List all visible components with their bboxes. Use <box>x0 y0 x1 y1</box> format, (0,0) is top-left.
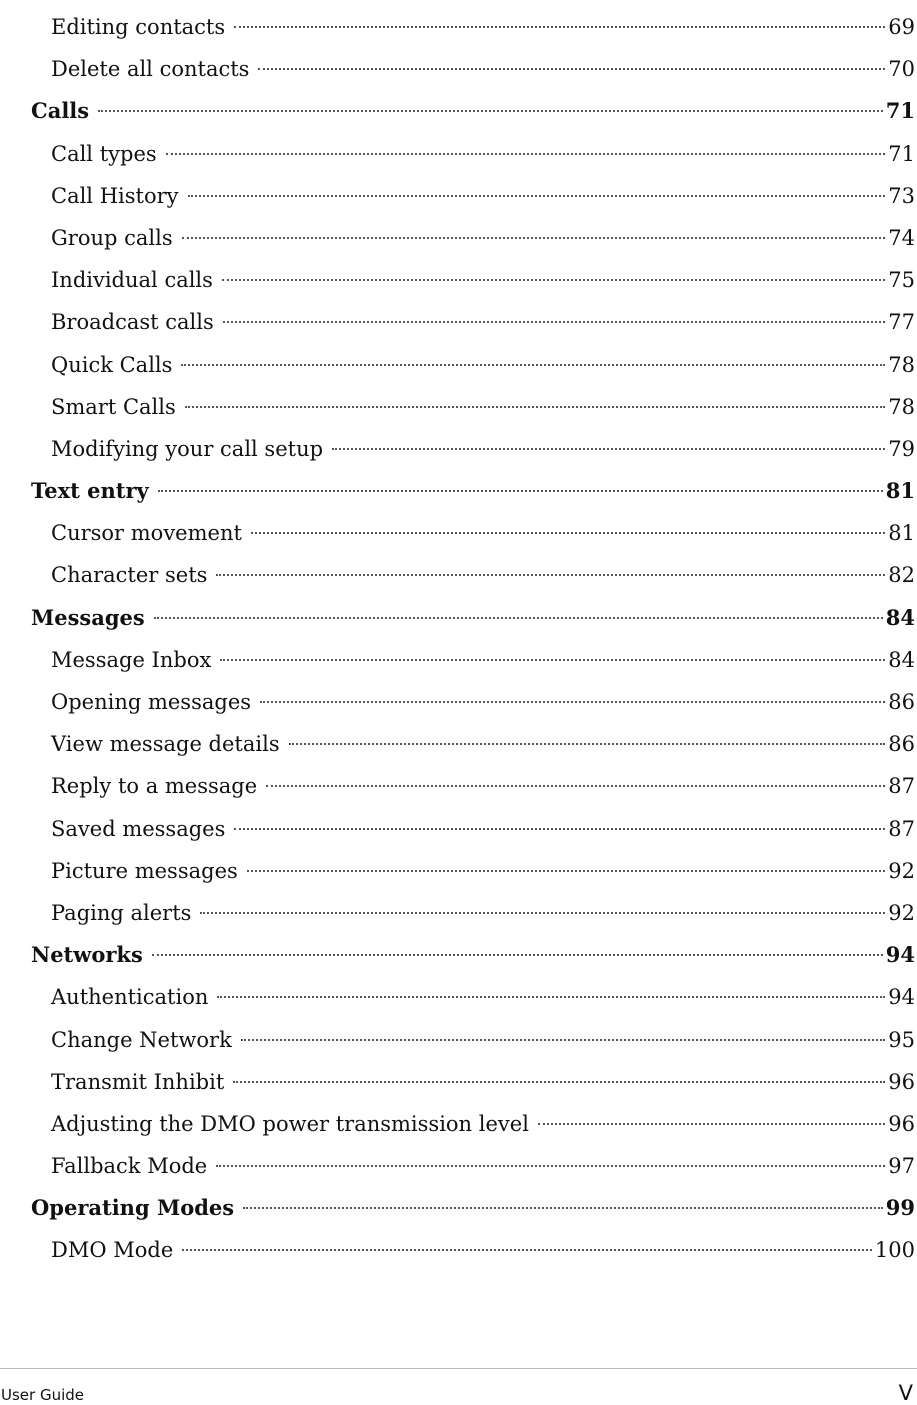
toc-dot-leader <box>182 1249 872 1251</box>
toc-entry-title: Calls <box>31 98 90 124</box>
footer-document-name: User Guide <box>1 1386 85 1404</box>
toc-dot-leader <box>222 279 885 281</box>
toc-entry-page-number: 96 <box>888 1069 915 1094</box>
toc-entry-title: Fallback Mode <box>51 1154 208 1179</box>
toc-section-entry[interactable] <box>0 217 917 259</box>
toc-dot-leader <box>332 448 885 450</box>
toc-entry-page-number: 97 <box>888 1154 915 1179</box>
toc-chapter-entry[interactable] <box>0 470 917 512</box>
toc-entry-title: Call History <box>51 183 179 208</box>
toc-entry-page-number: 74 <box>888 225 915 250</box>
toc-dot-leader <box>251 532 885 534</box>
toc-dot-leader <box>234 828 885 830</box>
toc-chapter-entry[interactable] <box>0 934 917 976</box>
toc-entry-page-number: 84 <box>885 604 915 630</box>
toc-dot-leader <box>289 743 886 745</box>
toc-entry-page-number: 73 <box>888 183 915 208</box>
toc-entry-page-number: 96 <box>888 1111 915 1136</box>
toc-dot-leader <box>260 701 885 703</box>
toc-dot-leader <box>241 1039 885 1041</box>
toc-section-entry[interactable] <box>0 554 917 596</box>
toc-entry-page-number: 75 <box>888 268 915 293</box>
table-of-contents <box>0 6 917 1272</box>
toc-entry-title: Quick Calls <box>51 352 173 377</box>
toc-entry-title: DMO Mode <box>51 1238 174 1263</box>
toc-entry-page-number: 86 <box>888 732 915 757</box>
toc-section-entry[interactable] <box>0 175 917 217</box>
toc-chapter-entry[interactable] <box>0 597 917 639</box>
toc-section-entry[interactable] <box>0 259 917 301</box>
toc-entry-page-number: 92 <box>888 858 915 883</box>
toc-section-entry[interactable] <box>0 48 917 90</box>
footer-divider <box>0 1368 917 1369</box>
toc-dot-leader <box>152 954 883 956</box>
toc-entry-title: Transmit Inhibit <box>51 1069 225 1094</box>
toc-entry-title: Authentication <box>51 985 209 1010</box>
toc-section-entry[interactable] <box>0 723 917 765</box>
toc-dot-leader <box>258 68 885 70</box>
toc-entry-title: Group calls <box>51 225 173 250</box>
toc-section-entry[interactable] <box>0 1145 917 1187</box>
toc-entry-title: Individual calls <box>51 268 213 293</box>
toc-section-entry[interactable] <box>0 808 917 850</box>
toc-entry-title: Cursor movement <box>51 521 242 546</box>
toc-dot-leader <box>243 1207 883 1209</box>
toc-chapter-entry[interactable] <box>0 90 917 132</box>
toc-entry-page-number: 87 <box>888 816 915 841</box>
toc-section-entry[interactable] <box>0 1229 917 1271</box>
toc-section-entry[interactable] <box>0 1019 917 1061</box>
toc-dot-leader <box>233 1081 885 1083</box>
toc-entry-page-number: 86 <box>888 690 915 714</box>
toc-section-entry[interactable] <box>0 765 917 807</box>
toc-entry-page-number: 78 <box>888 352 915 377</box>
toc-entry-title: Networks <box>31 942 143 968</box>
toc-entry-title: Reply to a message <box>51 774 258 799</box>
toc-entry-title: View message details <box>51 732 280 757</box>
toc-entry-title: Adjusting the DMO power transmission level <box>51 1111 529 1136</box>
toc-entry-title: Modifying your call setup <box>51 436 324 461</box>
toc-entry-page-number: 71 <box>885 98 915 124</box>
toc-entry-title: Messages <box>31 604 145 630</box>
toc-entry-page-number: 87 <box>888 774 915 799</box>
toc-dot-leader <box>538 1123 885 1125</box>
toc-entry-page-number: 95 <box>888 1027 915 1052</box>
toc-entry-title: Call types <box>51 141 157 166</box>
toc-entry-page-number: 70 <box>888 57 915 82</box>
toc-entry-page-number: 81 <box>885 478 915 504</box>
toc-entry-title: Opening messages <box>51 690 252 714</box>
toc-dot-leader <box>216 1165 885 1167</box>
toc-section-entry[interactable] <box>0 386 917 428</box>
toc-entry-page-number: 81 <box>888 521 915 546</box>
toc-entry-page-number: 92 <box>888 900 915 925</box>
toc-dot-leader <box>158 490 883 492</box>
toc-entry-page-number: 99 <box>885 1195 915 1221</box>
toc-entry-title: Paging alerts <box>51 900 192 925</box>
toc-dot-leader <box>181 364 885 366</box>
toc-entry-title: Saved messages <box>51 816 226 841</box>
toc-section-entry[interactable] <box>0 681 917 723</box>
toc-section-entry[interactable] <box>0 892 917 934</box>
toc-dot-leader <box>217 996 885 998</box>
toc-section-entry[interactable] <box>0 6 917 48</box>
toc-dot-leader <box>220 659 885 661</box>
toc-entry-page-number: 79 <box>888 436 915 461</box>
toc-entry-title: Editing contacts <box>51 15 226 39</box>
toc-entry-page-number: 69 <box>888 15 915 39</box>
toc-section-entry[interactable] <box>0 133 917 175</box>
toc-entry-title: Smart Calls <box>51 394 176 419</box>
toc-entry-title: Operating Modes <box>31 1195 235 1221</box>
toc-entry-page-number: 78 <box>888 394 915 419</box>
toc-dot-leader <box>216 574 885 576</box>
toc-entry-title: Text entry <box>31 478 149 504</box>
toc-entry-page-number: 77 <box>888 310 915 335</box>
toc-dot-leader <box>223 321 886 323</box>
toc-section-entry[interactable] <box>0 428 917 470</box>
toc-entry-title: Broadcast calls <box>51 310 214 335</box>
toc-section-entry[interactable] <box>0 1103 917 1145</box>
toc-entry-page-number: 100 <box>874 1238 915 1263</box>
toc-entry-page-number: 94 <box>885 942 915 968</box>
toc-section-entry[interactable] <box>0 344 917 386</box>
toc-entry-title: Change Network <box>51 1027 232 1052</box>
toc-section-entry[interactable] <box>0 1061 917 1103</box>
toc-dot-leader <box>247 870 885 872</box>
toc-dot-leader <box>234 26 885 28</box>
toc-entry-page-number: 84 <box>888 647 915 672</box>
toc-entry-page-number: 82 <box>888 563 915 588</box>
footer-page-number: V <box>898 1381 913 1405</box>
toc-dot-leader <box>154 617 883 619</box>
toc-entry-title: Picture messages <box>51 858 238 883</box>
toc-section-entry[interactable] <box>0 850 917 892</box>
toc-chapter-entry[interactable] <box>0 1187 917 1229</box>
toc-dot-leader <box>98 110 883 112</box>
toc-dot-leader <box>185 406 885 408</box>
toc-section-entry[interactable] <box>0 976 917 1018</box>
toc-dot-leader <box>266 785 885 787</box>
toc-entry-title: Character sets <box>51 563 208 588</box>
toc-section-entry[interactable] <box>0 301 917 343</box>
toc-entry-title: Message Inbox <box>51 647 212 672</box>
toc-dot-leader <box>200 912 885 914</box>
toc-section-entry[interactable] <box>0 512 917 554</box>
toc-section-entry[interactable] <box>0 639 917 681</box>
toc-entry-title: Delete all contacts <box>51 57 250 82</box>
toc-entry-page-number: 94 <box>888 985 915 1010</box>
toc-entry-page-number: 71 <box>888 141 915 166</box>
toc-dot-leader <box>182 237 886 239</box>
toc-dot-leader <box>166 153 886 155</box>
toc-dot-leader <box>188 195 886 197</box>
